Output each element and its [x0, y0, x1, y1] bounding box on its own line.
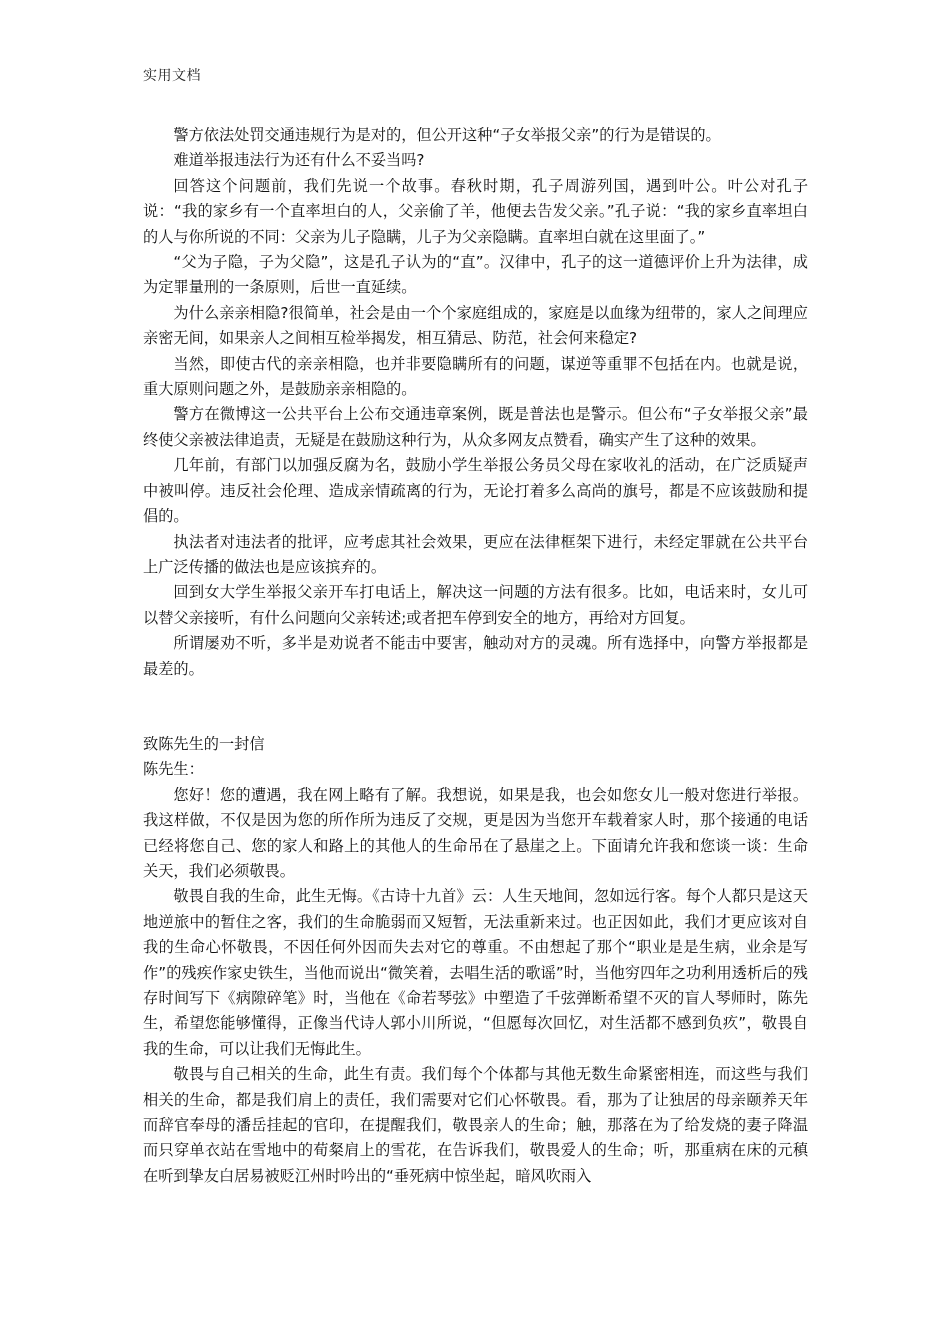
section-spacer [143, 682, 808, 732]
article-paragraph: 执法者对违法者的批评，应考虑其社会效果，更应在法律框架下进行，未经定罪就在公共平台上广泛传播的做法也是应该摈弃的。 [143, 532, 808, 576]
document-body [143, 123, 808, 1189]
article-paragraph: “父为子隐，子为父隐”，这是孔子认为的“直”。汉律中，孔子的这一道德评价上升为法律，成为定罪量刑的一条原则，后世一直延续。 [143, 253, 808, 297]
letter-title: 致陈先生的一封信 [143, 734, 265, 753]
letter-paragraph: 敬畏自我的生命，此生无悔。《古诗十九首》云：人生天地间，忽如远行客。每个人都只是这天地逆旅中的暂住之客，我们的生命脆弱而又短暂，无法重新来过。也正因如此，我们才更应该对自我的生命心怀敬畏，不因任何外因而失去对它的尊重。不由想起了那个“职业是是生病，业余是写作”的残疾作家史铁生，当他而说出“微笑着，去唱生活的歌谣”时，当他穷四年之功利用透析后的残存时间写下《病隙碎笔》时，当他在《命若琴弦》中塑造了千弦弹断希望不灭的盲人琴师时，陈先生，希望您能够懂得，正像当代诗人郭小川所说，“但愿每次回忆，对生活都不感到负疚”，敬畏自我的生命，可以让我们无悔此生。 [143, 887, 808, 1058]
letter-salutation: 陈先生： [143, 760, 204, 779]
article-paragraph: 当然，即使古代的亲亲相隐，也并非要隐瞒所有的问题，谋逆等重罪不包括在内。也就是说，重大原则问题之外，是鼓励亲亲相隐的。 [143, 354, 808, 399]
letter-paragraph: 敬畏与自己相关的生命，此生有责。我们每个个体都与其他无数生命紧密相连，而这些与我们相关的生命，都是我们肩上的责任，我们需要对它们心怀敬畏。看，那为了让独居的母亲颐养天年而辞官奉母的潘岳挂起的官印，在提醒我们，敬畏亲人的生命；触，那落在为了给发烧的妻子降温而只穿单衣站在雪地中的荀粲肩上的雪花，在告诉我们，敬畏爱人的生命；听，那重病在床的元稹在听到挚友白居易被贬江州时吟出的“垂死病中惊坐起，暗风吹雨入 [143, 1065, 808, 1185]
article-paragraph: 警方在微博这一公共平台上公布交通违章案例，既是普法也是警示。但公布“子女举报父亲”最终使父亲被法律追责，无疑是在鼓励这种行为，从众多网友点赞看，确实产生了这种的效果。 [143, 405, 808, 449]
letter-paragraph: 您好！您的遭遇，我在网上略有了解。我想说，如果是我，也会如您女儿一般对您进行举报。我这样做，不仅是因为您的所作所为违反了交规，更是因为当您开车载着家人时，那个接通的电话已经将您自己、您的家人和路上的其他人的生命吊在了悬崖之上。下面请允许我和您谈一谈：生命关天，我们必须敬畏。 [143, 785, 808, 880]
article-paragraph: 回到女大学生举报父亲开车打电话上，解决这一问题的方法有很多。比如，电话来时，女儿可以替父亲接听，有什么问题向父亲转述;或者把车停到安全的地方，再给对方回复。 [143, 583, 808, 627]
article-paragraph: 难道举报违法行为还有什么不妥当吗? [173, 151, 425, 170]
article-paragraph: 回答这个问题前，我们先说一个故事。春秋时期，孔子周游列国，遇到叶公。叶公对孔子说：“我的家乡有一个直率坦白的人，父亲偷了羊，他便去告发父亲。”孔子说：“我的家乡直率坦白的人与你所说的不同：父亲为儿子隐瞒，儿子为父亲隐瞒。直率坦白就在这里面了。” [143, 176, 808, 246]
page-header: 实用文档 [143, 68, 201, 84]
article-paragraph: 警方依法处罚交通违规行为是对的，但公开这种“子女举报父亲”的行为是错误的。 [173, 126, 721, 144]
article-paragraph: 所谓屡劝不听，多半是劝说者不能击中要害，触动对方的灵魂。所有选择中，向警方举报都是最差的。 [143, 634, 808, 678]
article-paragraph: 几年前，有部门以加强反腐为名，鼓励小学生举报公务员父母在家收礼的活动，在广泛质疑声中被叫停。违反社会伦理、造成亲情疏离的行为，无论打着多么高尚的旗号，都是不应该鼓励和提倡的。 [143, 456, 808, 526]
article-paragraph: 为什么亲亲相隐?很简单，社会是由一个个家庭组成的，家庭是以血缘为纽带的，家人之间理应亲密无间，如果亲人之间相互检举揭发，相互猜忌、防范，社会何来稳定? [143, 303, 808, 348]
